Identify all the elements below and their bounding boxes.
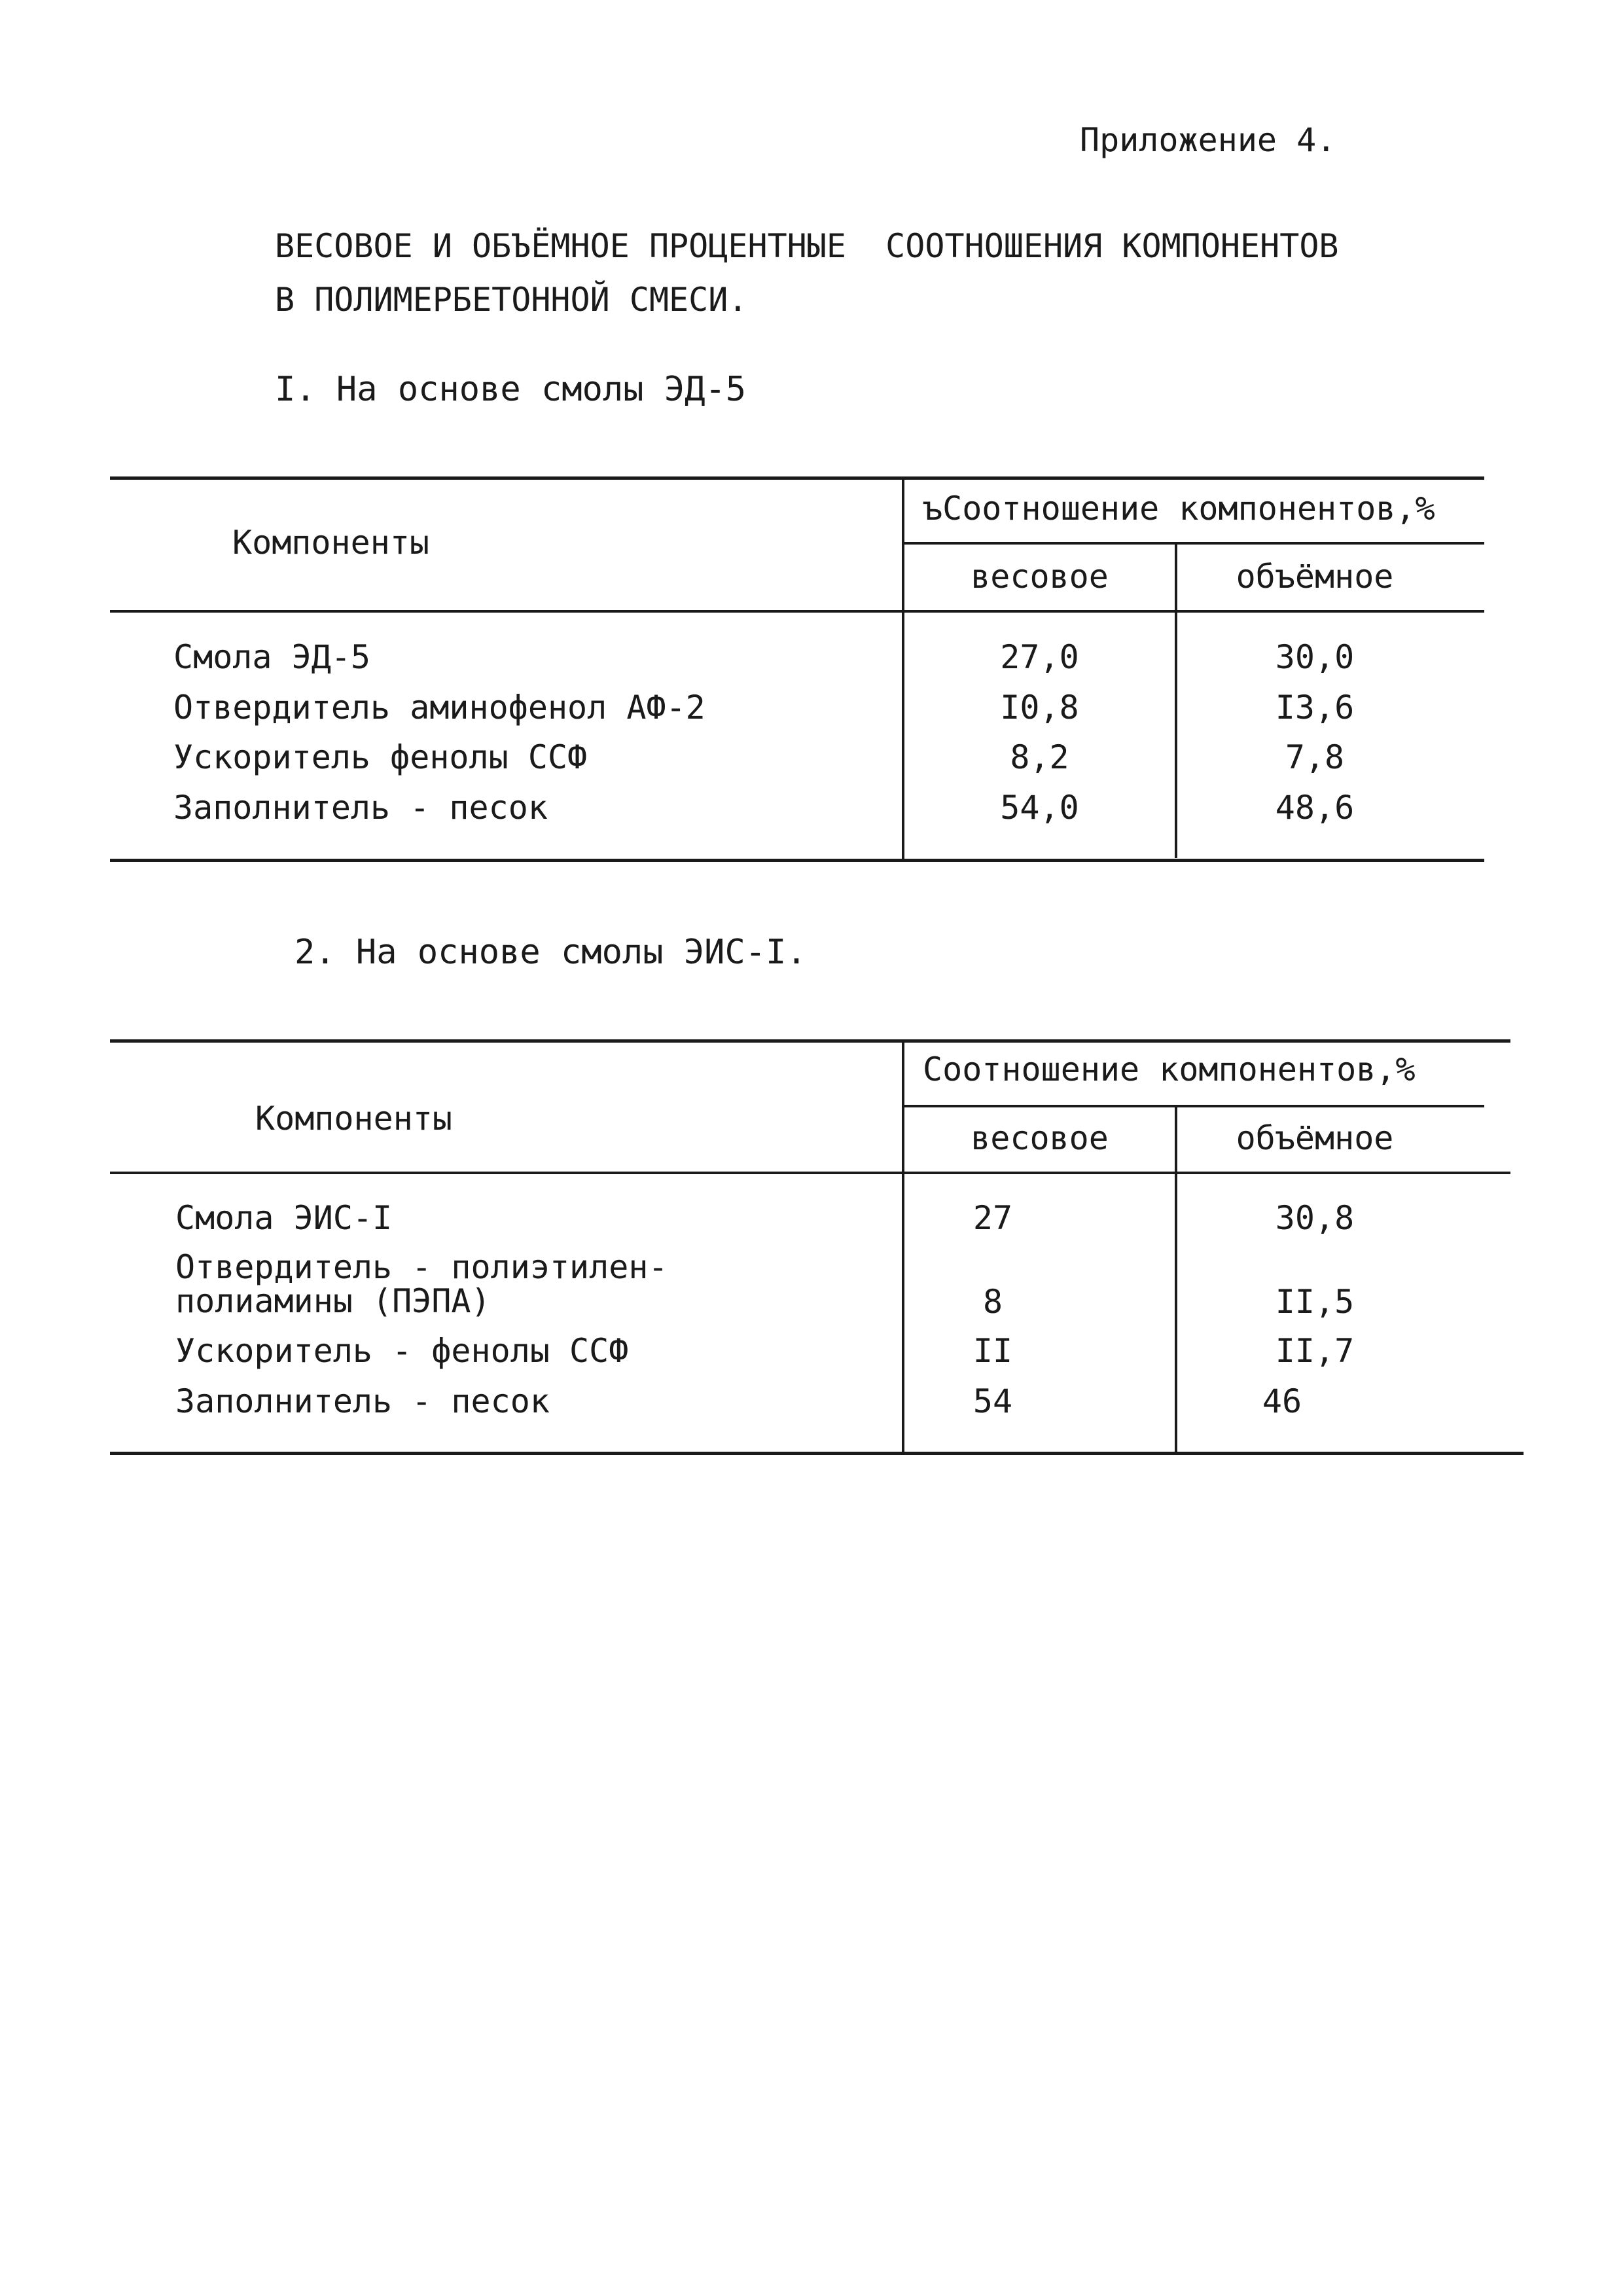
title-line-1: ВЕСОВОЕ И ОБЪЁМНОЕ ПРОЦЕНТНЫЕ СООТНОШЕНИЯ КОМПОНЕНТОВ [275,227,1339,265]
section-2-heading: 2. На основе смолы ЭИС-I. [294,933,807,972]
table-1-header-components: Компоненты [232,524,430,562]
table-1-row-1-weight: 27,0 [1000,638,1079,676]
table-1-header-volume: объёмное [1236,558,1394,596]
document-title [275,219,1339,327]
table-1-row-1-volume: 30,0 [1275,638,1355,676]
table-2-row-3-name: Ускоритель - фенолы ССФ [175,1332,629,1370]
table-2-header-ratio: Соотношение компонентов,% [923,1050,1416,1088]
table-1-row-4-weight: 54,0 [1000,789,1079,827]
table-2-row-2-weight: 8 [982,1283,1003,1321]
section-1-heading: I. На основе смолы ЭД-5 [275,370,747,409]
table-2-header-components: Компоненты [255,1100,453,1138]
table-2-row-3-volume: II,7 [1275,1332,1355,1370]
table-1-row-2-name: Отвердитель аминофенол АФ-2 [173,689,705,726]
table-1-row-4-volume: 48,6 [1275,789,1355,827]
table-2-row-4-name: Заполнитель - песок [175,1382,550,1420]
table-1-row-3-volume: 7,8 [1285,738,1345,776]
table-2-header-volume: объёмное [1236,1119,1394,1157]
table-2-row-4-volume: 46 [1262,1382,1302,1420]
table-1-header-weight: весовое [971,558,1109,596]
table-2-row-2-volume: II,5 [1275,1283,1355,1321]
table-2-row-2-name-line-2: полиамины (ПЭПА) [175,1282,491,1320]
table-1-row-1-name: Смола ЭД-5 [173,638,371,676]
table-2-row-1-volume: 30,8 [1275,1199,1355,1237]
table-2-row-2-name [175,1250,668,1318]
title-line-2: В ПОЛИМЕРБЕТОННОЙ СМЕСИ. [275,281,748,319]
table-1-header-ratio: ъСоотношение компонентов,% [923,490,1435,528]
table-1-row-4-name: Заполнитель - песок [173,789,548,827]
table-2-row-1-name: Смола ЭИС-I [175,1199,393,1237]
table-1-row-3-weight: 8,2 [1010,738,1069,776]
table-1-row-2-weight: I0,8 [1000,689,1079,726]
table-2-row-1-weight: 27 [972,1199,1013,1237]
table-2-row-3-weight: II [972,1332,1013,1370]
table-1-row-3-name: Ускоритель фенолы ССФ [173,738,588,776]
table-2-row-2-name-line-1: Отвердитель - полиэтилен- [175,1248,668,1286]
table-1-row-2-volume: I3,6 [1275,689,1355,726]
table-2-row-4-weight: 54 [972,1382,1013,1420]
table-2-header-weight: весовое [971,1119,1109,1157]
appendix-label: Приложение 4. [1080,121,1336,159]
